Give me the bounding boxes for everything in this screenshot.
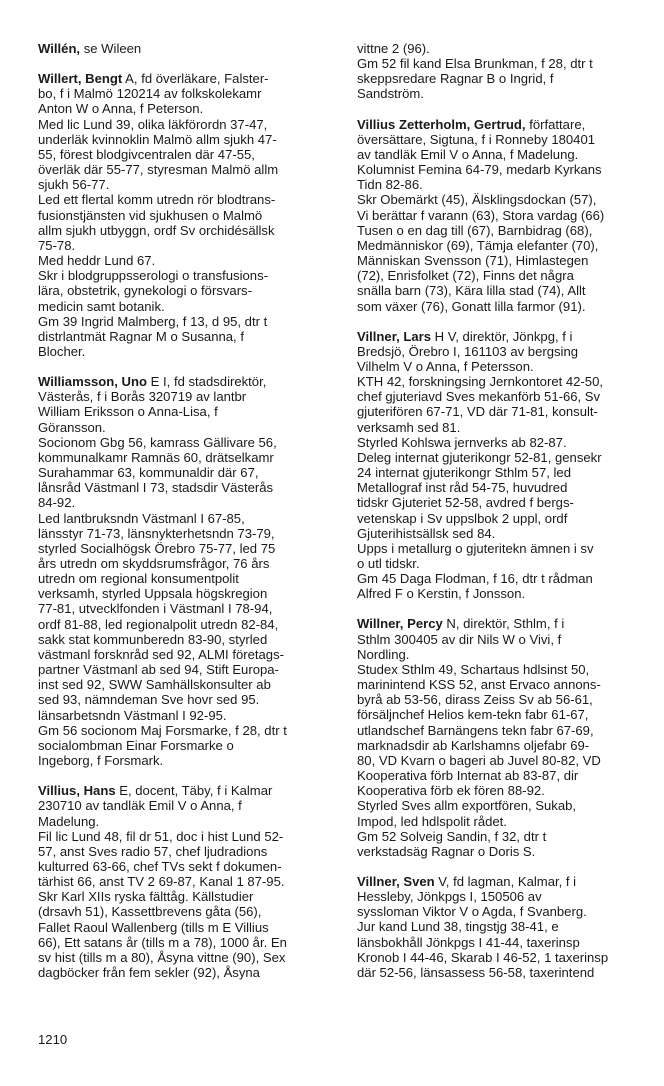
- entry-text-line: lära, obstetrik, gynekologi o försvars-: [38, 283, 252, 299]
- entry-text-line: ordf 81-88, led regionalpolit utredn 82-84,: [38, 616, 279, 632]
- entry-text-line: länsbokhåll Jönkpgs I 41-44, taxerinsp: [357, 934, 580, 950]
- entry-text-line: chef gjuteriavd Sves mekanförb 51-66, Sv: [357, 389, 601, 405]
- biography-entry: [38, 783, 338, 980]
- entry-text-line: styrled Socialhögsk Örebro 75-77, led 75: [38, 540, 276, 556]
- entry-text-line: Gm 39 Ingrid Malmberg, f 13, d 95, dtr t: [38, 313, 268, 329]
- entry-text-line: underläk kvinnoklin Malmö allm sjukh 47-: [38, 131, 277, 147]
- biography-entry: [38, 71, 338, 359]
- entry-text-line: länsstyr 71-73, länsnykterhetsndn 73-79,: [38, 525, 275, 541]
- entry-heading-line: Villner, Sven V, fd lagman, Kalmar, f i: [357, 873, 577, 889]
- entry-text-line: Nordling.: [357, 646, 410, 662]
- entry-text-line: Göransson.: [38, 419, 106, 435]
- entry-text-line: Kolumnist Femina 64-79, medarb Kyrkans: [357, 162, 602, 178]
- entry-text-line: bo, f i Malmö 120214 av folkskolekamr: [38, 86, 262, 102]
- entry-text-line: 24 internat gjuterikongr Sthlm 57, led: [357, 465, 571, 481]
- entry-name: Willén,: [38, 41, 81, 56]
- entry-text-line: Ingeborg, f Forsmark.: [38, 753, 164, 769]
- entry-text-line: kulturred 63-66, chef TVs sekt f dokumen-: [38, 858, 282, 874]
- entry-text-line: Vilhelm V o Anna, f Petersson.: [357, 358, 534, 374]
- entry-text-line: Skr i blodgruppsserologi o transfusions-: [38, 268, 268, 284]
- entry-text-line: dagböcker från fem sekler (92), Åsyna: [38, 965, 260, 981]
- entry-name: Villner, Lars: [357, 328, 431, 344]
- biography-entry: [38, 374, 338, 768]
- entry-text-line: verksamh, styrled Uppsala högskregion: [38, 586, 268, 602]
- entry-text-line: där 52-56, länsassess 56-58, taxerintend: [357, 964, 595, 980]
- biography-entry: [357, 874, 657, 980]
- left-column: [38, 41, 338, 995]
- entry-text-line: Jur kand Lund 38, tingstjg 38-41, e: [357, 919, 559, 935]
- entry-text-line: försäljnchef Helios kem-tekn fabr 61-67,: [357, 707, 589, 723]
- right-column: [357, 41, 657, 995]
- entry-text-line: utlandschef Barnängens tekn fabr 67-69,: [357, 722, 594, 738]
- entry-text-line: Sandström.: [357, 86, 424, 102]
- entry-heading-line: Willén, se Wileen: [38, 41, 142, 56]
- entry-text-line: utredn om regional konsumentpolit: [38, 571, 239, 587]
- entry-text-line: Människan Svensson (71), Himlastegen: [357, 253, 589, 269]
- entry-text-line: 77-81, utvecklfonden i Västmanl I 78-94,: [38, 601, 273, 617]
- entry-text-line: partner Västmanl ab sed 94, Stift Europa-: [38, 662, 279, 678]
- entry-text-line: vittne 2 (96).: [357, 41, 430, 56]
- entry-heading-line: Villius Zetterholm, Gertrud, författare,: [357, 116, 586, 132]
- entry-text-line: års utredn om skyddsrumsfrågor, 76 års: [38, 556, 270, 571]
- entry-text-line: som växer (76), Gonatt lilla farmor (91).: [357, 298, 586, 314]
- entry-text-line: 66), Ett satans år (tills m a 78), 1000 år. En: [38, 934, 287, 950]
- entry-text-line: Hessleby, Jönkpgs I, 150506 av: [357, 889, 542, 905]
- entry-text-line: skeppsredare Ragnar B o Ingrid, f: [357, 71, 554, 87]
- entry-text-line: Styrled Kohlswa jernverks ab 82-87.: [357, 434, 567, 450]
- entry-text-line: 84-92.: [38, 495, 76, 511]
- entry-text-line: verkstadsäg Ragnar o Doris S.: [357, 843, 536, 859]
- entry-text-line: byrå ab 53-56, dirass Zeiss Sv ab 56-61,: [357, 692, 593, 708]
- entry-text-line: Alfred F o Kerstin, f Jonsson.: [357, 586, 526, 602]
- entry-text-line: Studex Sthlm 49, Schartaus hdlsinst 50,: [357, 661, 590, 677]
- entry-text-line: tidskr Gjuteriet 52-58, avdred f bergs-: [357, 495, 574, 511]
- entry-text-line: tärhist 66, anst TV 2 69-87, Kanal 1 87-95.: [38, 874, 285, 890]
- entry-text-line: Fil lic Lund 48, fil dr 51, doc i hist Lund 52-: [38, 828, 284, 844]
- entry-text-line: sv hist (tills m a 80), Åsyna vittne (90), Sex: [38, 949, 286, 965]
- entry-text-line: Medmänniskor (69), Tämja elefanter (70),: [357, 237, 599, 253]
- entry-text-line: Led ett flertal komm utredn rör blodtrans-: [38, 192, 276, 208]
- entry-text-line: Vi berättar f varann (63), Stora vardag (66): [357, 207, 605, 223]
- entry-text-line: fusionstjänsten vid sjukhusen o Malmö: [38, 207, 263, 223]
- entry-text-line: Led lantbruksndn Västmanl I 67-85,: [38, 510, 245, 526]
- entry-text-line: sysslоman Viktor V o Agda, f Svanberg.: [357, 904, 587, 920]
- biography-entry: [357, 329, 657, 602]
- biography-entry: [357, 41, 657, 102]
- biography-entry: [38, 41, 338, 56]
- entry-name: Williamsson, Uno: [38, 374, 148, 390]
- entry-text-line: Impod, led hdlspolit rådet.: [357, 813, 507, 829]
- entry-text-line: lånsråd Västmanl I 73, stadsdir Västerås: [38, 480, 274, 496]
- entry-text-line: länsarbetsndn Västmanl I 92-95.: [38, 707, 227, 723]
- entry-text-line: snälla barn (73), Kära lilla stad (74), Allt: [357, 283, 586, 299]
- entry-text-line: 75-78.: [38, 237, 76, 253]
- entry-text-line: Madelung.: [38, 813, 100, 829]
- biography-entry: [357, 616, 657, 859]
- entry-text-line: Socionom Gbg 56, kamrass Gällivare 56,: [38, 434, 277, 450]
- entry-name: Villner, Sven: [357, 873, 435, 889]
- entry-text-line: Skr Obemärkt (45), Älsklingsdockan (57),: [357, 192, 597, 208]
- entry-text-line: Sthlm 300405 av dir Nils W o Vivi, f: [357, 631, 562, 647]
- entry-heading-line: Willert, Bengt A, fd överläkare, Falster-: [38, 71, 269, 87]
- entry-text-line: Gm 52 Solveig Sandin, f 32, dtr t: [357, 828, 547, 844]
- entry-text-line: Styrled Sves allm exportfören, Sukab,: [357, 798, 577, 814]
- entry-heading-line: Villner, Lars H V, direktör, Jönkpg, f i: [357, 328, 573, 344]
- entry-text-line: verksamh sed 81.: [357, 419, 461, 435]
- entry-heading-line: Willner, Percy N, direktör, Sthlm, f i: [357, 616, 565, 632]
- entry-text-line: o utl tidskr.: [357, 556, 420, 571]
- entry-text-line: Surahammar 63, kommunaldir där 67,: [38, 465, 259, 481]
- entry-text-line: 80, VD Kvarn o bageri ab Juvel 80-82, VD: [357, 752, 601, 768]
- entry-text-line: kommunalkamr Ramnäs 60, drätselkamr: [38, 449, 274, 465]
- biography-entry: [357, 117, 657, 314]
- page-number: 1210: [38, 1032, 68, 1047]
- entry-text-line: Metallograf inst råd 54-75, huvudred: [357, 480, 568, 496]
- entry-text-line: Anton W o Anna, f Peterson.: [38, 101, 204, 117]
- entry-text-line: Deleg internat gjuterikongr 52-81, gensekr: [357, 449, 602, 465]
- entry-name: Villius, Hans: [38, 783, 116, 799]
- entry-heading-line: Williamsson, Uno E I, fd stadsdirektör,: [38, 374, 267, 390]
- entry-text-line: Tidn 82-86.: [357, 177, 423, 193]
- entry-text-line: marinintend KSS 52, anst Ervaco annons-: [357, 677, 601, 693]
- entry-text-line: KTH 42, forskningsing Jernkontoret 42-50,: [357, 374, 604, 390]
- entry-heading-line: Villius, Hans E, docent, Täby, f i Kalmar: [38, 783, 273, 799]
- entry-text-line: översättare, Sigtuna, f i Ronneby 180401: [357, 131, 596, 147]
- entry-text-line: marknadsdir ab Karlshamns oljefabr 69-: [357, 737, 590, 753]
- entry-text-line: av tandläk Emil V o Anna, f Madelung.: [357, 146, 579, 162]
- entry-text-line: sed 93, nämndeman Sve hovr sed 95.: [38, 692, 260, 708]
- entry-text-line: medicin samt botanik.: [38, 298, 165, 314]
- entry-text-line: Skr Karl XIIs ryska fälttåg. Källstudier: [38, 889, 254, 905]
- entry-name: Villius Zetterholm, Gertrud,: [357, 116, 526, 132]
- entry-text-line: västmanl forsknråd sed 92, ALMI företags-: [38, 646, 284, 662]
- entry-text-line: Med heddr Lund 67.: [38, 253, 156, 269]
- entry-text-line: allm sjukh utbyggn, ordf Sv orchidésällsk: [38, 222, 275, 238]
- entry-text-line: Kooperativa förb Internat ab 83-87, dir: [357, 768, 579, 784]
- entry-text-line: Kooperativa förb ek fören 88-92.: [357, 783, 545, 799]
- entry-text-line: Gm 52 fil kand Elsa Brunkman, f 28, dtr t: [357, 56, 593, 72]
- entry-name: Willner, Percy: [357, 616, 443, 632]
- entry-text-line: Gm 45 Daga Flodman, f 16, dtr t rådman: [357, 571, 593, 587]
- entry-text-line: Bredsjö, Örebro I, 161103 av bergsing: [357, 343, 579, 359]
- entry-text-line: Gm 56 socionom Maj Forsmarke, f 28, dtr t: [38, 722, 287, 738]
- entry-text-line: inst sed 92, SWW Samhällskonsulter ab: [38, 677, 271, 693]
- entry-text-line: William Eriksson o Anna-Lisa, f: [38, 404, 218, 420]
- entry-name: Willert, Bengt: [38, 71, 123, 87]
- entry-text-line: Blocher.: [38, 343, 86, 359]
- entry-text-line: socialombman Einar Forsmarke o: [38, 737, 234, 753]
- entry-text-line: (drsavh 51), Kassettbrevens gåta (56),: [38, 904, 262, 920]
- entry-text-line: 57, anst Sves radio 57, chef ljudradions: [38, 843, 268, 859]
- entry-text-line: (72), Enrisfolket (72), Finns det några: [357, 268, 574, 284]
- entry-text-line: Fallet Raoul Wallenberg (tills m E Villius: [38, 919, 269, 935]
- entry-text-line: Västerås, f i Borås 320719 av lantbr: [38, 389, 247, 405]
- entry-text-line: gjuterifören 67-71, VD där 71-81, konsult-: [357, 404, 598, 420]
- entry-text-line: Med lic Lund 39, olika läkförordn 37-47,: [38, 116, 268, 132]
- entry-text-line: sjukh 56-77.: [38, 177, 110, 193]
- entry-text-line: 230710 av tandläk Emil V o Anna, f: [38, 798, 242, 814]
- entry-text-line: sakk stat kommunberedn 83-90, styrled: [38, 631, 268, 647]
- entry-text-line: överläk där 55-77, styresman Malmö allm: [38, 162, 279, 178]
- entry-text-line: Tusen o en dag till (67), Barnbidrag (68),: [357, 222, 593, 238]
- entry-text-line: Gjuterihistsällsk sed 84.: [357, 525, 496, 541]
- entry-text-line: Kronob I 44-46, Skarab I 46-52, 1 taxerinsp: [357, 949, 609, 965]
- entry-text-line: vetenskap i Sv uppslbok 2 uppl, ordf: [357, 510, 568, 526]
- entry-text-line: 55, förest blodgivcentralen där 47-55,: [38, 146, 255, 162]
- entry-text-line: Upps i metallurg o gjuteritekn ämnen i sv: [357, 540, 594, 556]
- entry-text-line: distrlantmät Ragnar M o Susanna, f: [38, 328, 244, 344]
